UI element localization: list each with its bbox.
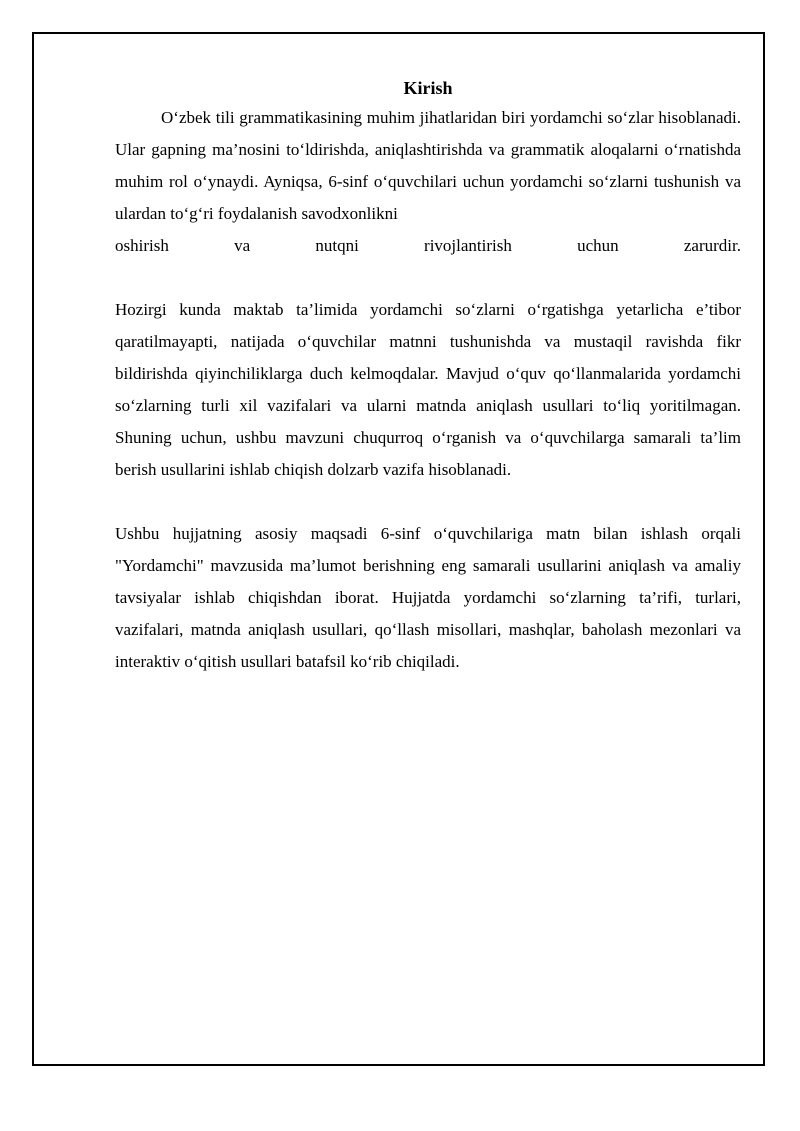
section-title: Kirish xyxy=(403,78,453,98)
paragraph-2: Hozirgi kunda maktab ta’limida yordamchi so‘zlarni o‘rgatishga yetarlicha e’tibor qaratilmayapti, natijada o‘quvchilar matnni tushunishda va mustaqil ravishda fikr bildirishda qiyinchiliklarga duch kelmoqdalar. Mavjud o‘quv qo‘llanmalarida yordamchi so‘zlarning turli xil vazifalari va ularni matnda aniqlash usullari to‘liq yoritilmagan. Shuning uchun, ushbu mavzuni chuqurroq o‘rganish va o‘quvchilarga samarali ta’lim berish usullarini ishlab chiqish dolzarb vazifa hisoblanadi. xyxy=(115,300,741,479)
paragraph-3: Ushbu hujjatning asosiy maqsadi 6-sinf o‘quvchilariga matn bilan ishlash orqali "Yordamchi" mavzusida ma’lumot berishning eng samarali usullarini aniqlash va amaliy tavsiyalar ishlab chiqishdan iborat. Hujjatda yordamchi so‘zlarning ta’rifi, turlari, vazifalari, matnda aniqlash usullari, qo‘llash misollari, mashqlar, baholash mezonlari va interaktiv o‘qitish usullari batafsil ko‘rib chiqiladi. xyxy=(115,524,741,671)
paragraph-spacer xyxy=(115,262,741,294)
document-body xyxy=(115,74,741,678)
paragraph-1-last-line: oshirish va nutqni rivojlantirish uchun zarurdir. xyxy=(115,236,741,255)
paragraph-1: O‘zbek tili grammatikasining muhim jihatlaridan biri yordamchi so‘zlar hisoblanadi. Ular gapning ma’nosini to‘ldirishda, aniqlashtirishda va grammatik aloqalarni o‘rnatishda muhim rol o‘ynaydi. Ayniqsa, 6-sinf o‘quvchilari uchun yordamchi so‘zlarni tushunish va ulardan to‘g‘ri foydalanish savodxonlikni xyxy=(115,108,741,223)
paragraph-spacer xyxy=(115,486,741,518)
